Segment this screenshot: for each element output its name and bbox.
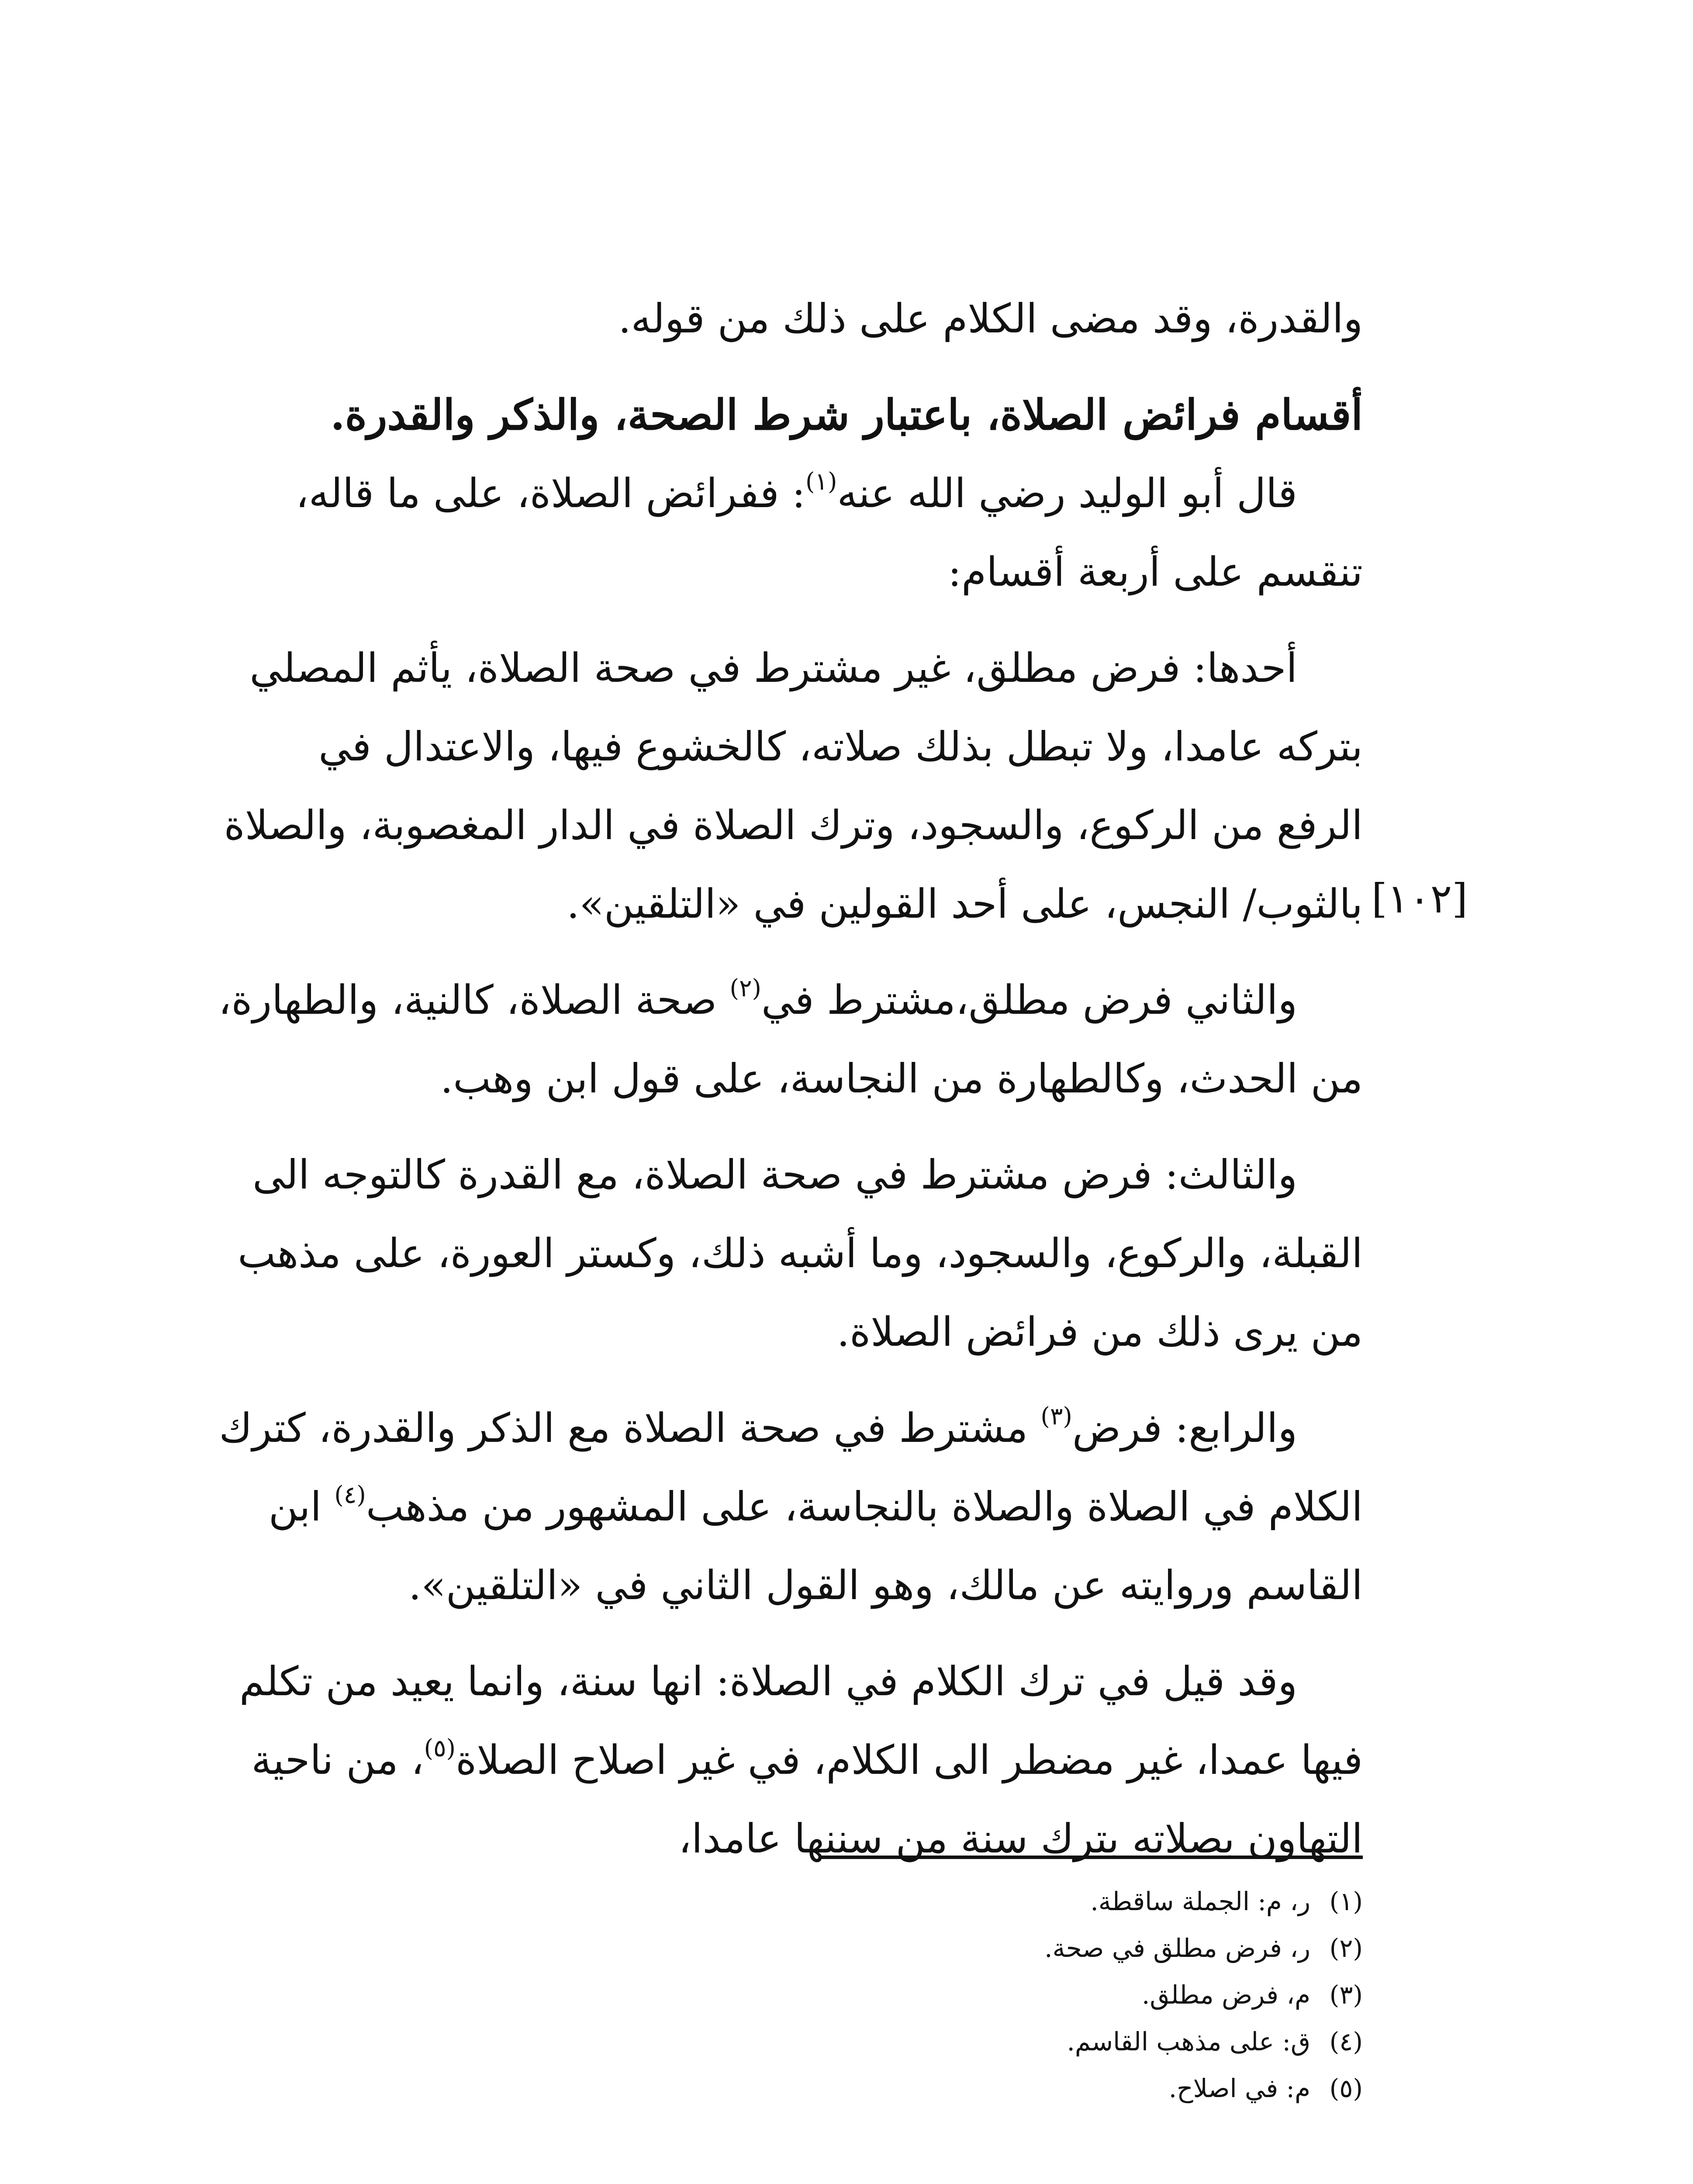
paragraph-gap bbox=[192, 612, 1363, 629]
footnote-item bbox=[821, 2065, 1363, 2112]
text-span: فيها عمدا، غير مضطر الى الكلام، في غير اصلاح الصلاة bbox=[456, 1737, 1363, 1783]
text-span: والثاني فرض مطلق،مشترط في bbox=[761, 977, 1297, 1023]
text-span: والقدرة، وقد مضى الكلام على ذلك من قوله. bbox=[618, 295, 1363, 342]
footnotes bbox=[821, 1878, 1363, 2112]
footnote-marker-3: (٣) bbox=[1040, 1402, 1072, 1430]
footnote-text: ر، م: الجملة ساقطة. bbox=[1090, 1887, 1310, 1916]
text-span: تنقسم على أربعة أقسام: bbox=[948, 549, 1363, 595]
text-span: قال أبو الوليد رضي الله عنه bbox=[837, 470, 1297, 517]
text-line bbox=[192, 961, 1363, 1040]
text-span: القبلة، والركوع، والسجود، وما أشبه ذلك، وكستر العورة، على مذهب bbox=[238, 1230, 1363, 1277]
text-span: أحدها: فرض مطلق، غير مشترط في صحة الصلاة، يأثم المصلي bbox=[249, 645, 1297, 691]
footnote-marker-2: (٢) bbox=[729, 974, 761, 1002]
margin-folio-note: [١٠٢] bbox=[1372, 875, 1468, 922]
text-line bbox=[192, 1800, 1363, 1878]
text-line bbox=[192, 865, 1363, 943]
text-line bbox=[192, 1389, 1363, 1468]
footnote-item bbox=[821, 1925, 1363, 1972]
footnote-item bbox=[821, 2018, 1363, 2065]
text-span: ابن bbox=[268, 1483, 335, 1530]
text-span: الكلام في الصلاة والصلاة بالنجاسة، على المشهور من مذهب bbox=[366, 1483, 1363, 1530]
text-line bbox=[192, 280, 1363, 358]
footnote-text: ر، فرض مطلق في صحة. bbox=[1044, 1933, 1310, 1963]
text-span: مشترط في صحة الصلاة مع الذكر والقدرة، كترك bbox=[219, 1405, 1041, 1451]
main-text bbox=[192, 280, 1363, 1878]
footnote-number: (١) bbox=[1329, 1887, 1363, 1916]
footnote-item bbox=[821, 1878, 1363, 1925]
text-line bbox=[192, 1040, 1363, 1118]
footnote-divider bbox=[821, 1856, 1363, 1859]
text-span: ، من ناحية bbox=[251, 1737, 424, 1783]
footnote-item bbox=[821, 1972, 1363, 2018]
paragraph-gap bbox=[192, 1625, 1363, 1642]
footnote-marker-1: (١) bbox=[805, 467, 837, 495]
footnote-number: (٤) bbox=[1329, 2027, 1363, 2056]
paragraph-gap bbox=[192, 1118, 1363, 1136]
footnote-marker-4: (٤) bbox=[334, 1481, 366, 1509]
text-span: القاسم وروايته عن مالك، وهو القول الثاني في «التلقين». bbox=[408, 1562, 1363, 1609]
text-span: من الحدث، وكالطهارة من النجاسة، على قول ابن وهب. bbox=[440, 1055, 1363, 1102]
footnote-marker-5: (٥) bbox=[424, 1734, 456, 1762]
footnote-number: (٢) bbox=[1329, 1933, 1363, 1963]
text-span: بالثوب/ النجس، على أحد القولين في «التلقين». bbox=[567, 881, 1363, 927]
text-line bbox=[192, 708, 1363, 786]
text-line bbox=[192, 1546, 1363, 1625]
text-span: والرابع: فرض bbox=[1072, 1405, 1297, 1451]
text-line bbox=[192, 454, 1363, 533]
text-line bbox=[192, 1136, 1363, 1214]
footnote-text: ق: على مذهب القاسم. bbox=[1067, 2027, 1310, 2056]
paragraph-gap bbox=[192, 1372, 1363, 1389]
text-line bbox=[192, 1293, 1363, 1372]
text-line bbox=[192, 533, 1363, 612]
section-heading bbox=[192, 376, 1363, 454]
text-span: التهاون بصلاته بترك سنة من سننها عامدا، bbox=[678, 1815, 1363, 1862]
footnote-number: (٥) bbox=[1329, 2073, 1363, 2103]
text-line bbox=[192, 1214, 1363, 1293]
heading-text: أقسام فرائض الصلاة، باعتبار شرط الصحة، والذكر والقدرة. bbox=[330, 390, 1363, 439]
text-line bbox=[192, 1642, 1363, 1721]
text-span: : ففرائض الصلاة، على ما قاله، bbox=[296, 470, 805, 517]
text-span: من يرى ذلك من فرائض الصلاة. bbox=[836, 1309, 1363, 1355]
text-span: صحة الصلاة، كالنية، والطهارة، bbox=[218, 977, 730, 1023]
footnote-text: م، فرض مطلق. bbox=[1141, 1980, 1310, 2010]
text-span: وقد قيل في ترك الكلام في الصلاة: انها سنة، وانما يعيد من تكلم bbox=[239, 1658, 1297, 1705]
text-line bbox=[192, 629, 1363, 708]
text-span: والثالث: فرض مشترط في صحة الصلاة، مع القدرة كالتوجه الى bbox=[252, 1151, 1297, 1198]
text-line bbox=[192, 1721, 1363, 1800]
paragraph-gap bbox=[192, 358, 1363, 376]
footnote-number: (٣) bbox=[1329, 1980, 1363, 2010]
footnote-text: م: في اصلاح. bbox=[1168, 2073, 1310, 2103]
text-line bbox=[192, 786, 1363, 865]
text-span: بتركه عامدا، ولا تبطل بذلك صلاته، كالخشوع فيها، والاعتدال في bbox=[318, 723, 1363, 770]
paragraph-gap bbox=[192, 943, 1363, 961]
text-line bbox=[192, 1468, 1363, 1546]
text-span: الرفع من الركوع، والسجود، وترك الصلاة في الدار المغصوبة، والصلاة bbox=[224, 802, 1363, 849]
